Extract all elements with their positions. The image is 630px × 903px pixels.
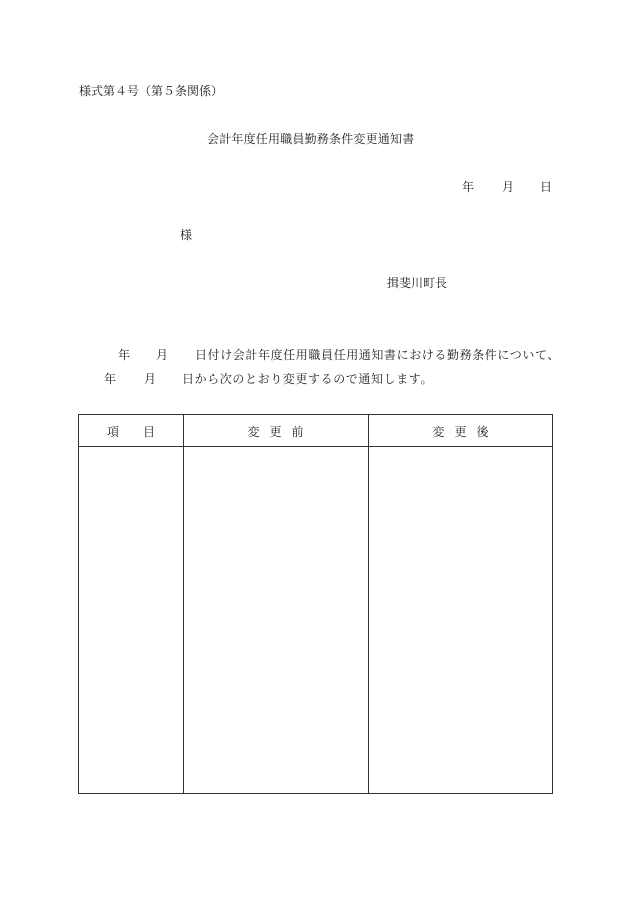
body-line1-year-label: 年 — [118, 348, 131, 362]
after-change-cell[interactable] — [369, 447, 553, 793]
item-column-cell[interactable] — [79, 447, 183, 793]
date-year-label: 年 — [462, 180, 475, 194]
body-line1-month-label: 月 — [156, 348, 169, 362]
header-after-change: 変更後 — [432, 425, 499, 439]
date-day-label: 日 — [540, 180, 553, 194]
form-number: 様式第４号（第５条関係） — [79, 84, 224, 98]
header-before-change: 変更前 — [247, 425, 314, 439]
header-item: 項目 — [106, 425, 179, 439]
issuer-title: 揖斐川町長 — [387, 276, 448, 290]
recipient-honorific: 様 — [180, 228, 193, 242]
body-line2-year-label: 年 — [104, 372, 117, 386]
body-line2-month-label: 月 — [144, 372, 157, 386]
body-line1-text: 日付け会計年度任用職員任用通知書における勤務条件について、 — [195, 348, 560, 362]
document-title: 会計年度任用職員勤務条件変更通知書 — [207, 132, 415, 146]
before-change-cell[interactable] — [184, 447, 368, 793]
date-month-label: 月 — [502, 180, 515, 194]
change-table — [78, 414, 553, 794]
body-line2-text: 日から次のとおり変更するので通知します。 — [182, 372, 434, 386]
